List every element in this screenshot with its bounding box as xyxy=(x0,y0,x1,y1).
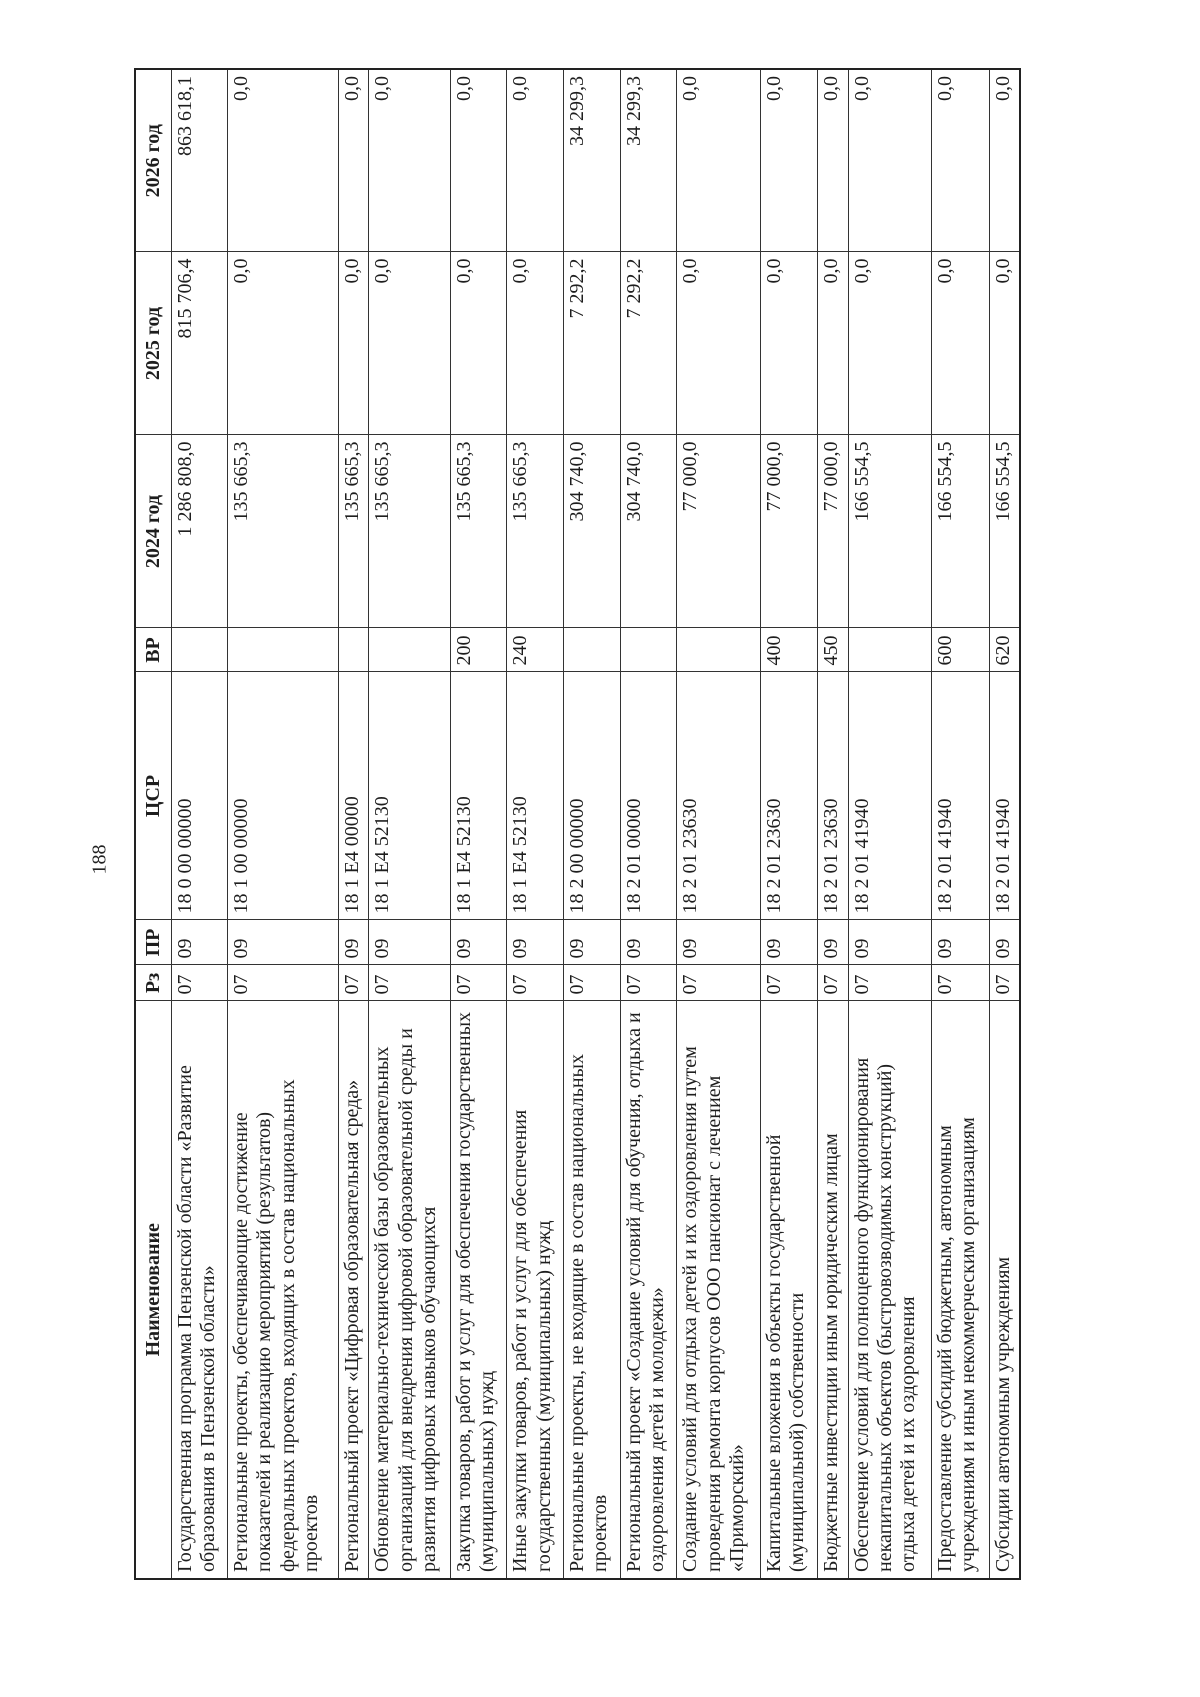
column-header-rz: Рз xyxy=(135,965,171,1001)
row-csr: 18 2 01 00000 xyxy=(620,672,677,920)
row-vr xyxy=(620,628,677,672)
row-rz: 07 xyxy=(620,965,677,1001)
row-csr: 18 2 01 41940 xyxy=(931,672,989,920)
row-pr: 09 xyxy=(931,920,989,965)
row-rz: 07 xyxy=(760,965,818,1001)
row-rz: 07 xyxy=(677,965,760,1001)
row-vr xyxy=(564,628,621,672)
row-pr: 09 xyxy=(760,920,818,965)
row-2026: 34 299,3 xyxy=(620,69,677,252)
row-2026: 0,0 xyxy=(931,69,989,252)
row-csr: 18 2 01 41940 xyxy=(989,672,1020,920)
row-rz: 07 xyxy=(369,965,450,1001)
row-pr: 09 xyxy=(848,920,931,965)
budget-table xyxy=(134,68,1021,1580)
table-header-row xyxy=(135,69,171,1579)
row-2025: 0,0 xyxy=(989,252,1020,435)
column-header-name: Наименование xyxy=(135,1001,171,1579)
row-2024: 1 286 808,0 xyxy=(171,435,228,628)
row-name: Обеспечение условий для полноценного функционирования некапитальных объектов (быстровозводимых конструкций) отдыха детей и их оздоровления xyxy=(848,1001,931,1579)
table-row xyxy=(677,69,760,1579)
row-2026: 0,0 xyxy=(989,69,1020,252)
row-pr: 09 xyxy=(507,920,564,965)
table-row xyxy=(931,69,989,1579)
row-name: Государственная программа Пензенской области «Развитие образования в Пензенской области» xyxy=(171,1001,228,1579)
table-row xyxy=(989,69,1020,1579)
row-name: Иные закупки товаров, работ и услуг для обеспечения государственных (муниципальных) нужд xyxy=(507,1001,564,1579)
row-name: Обновление материально-технической базы образовательных организаций для внедрения цифровой образовательной среды и развития цифровых навыков обучающихся xyxy=(369,1001,450,1579)
row-2026: 0,0 xyxy=(760,69,818,252)
row-2024: 166 554,5 xyxy=(931,435,989,628)
row-2025: 0,0 xyxy=(818,252,848,435)
row-2025: 0,0 xyxy=(760,252,818,435)
row-csr: 18 1 Е4 52130 xyxy=(507,672,564,920)
table-row xyxy=(507,69,564,1579)
row-csr: 18 2 00 00000 xyxy=(564,672,621,920)
row-pr: 09 xyxy=(989,920,1020,965)
table-row xyxy=(620,69,677,1579)
row-csr: 18 2 01 41940 xyxy=(848,672,931,920)
row-vr xyxy=(228,628,339,672)
row-rz: 07 xyxy=(450,965,507,1001)
row-2026: 0,0 xyxy=(369,69,450,252)
row-2024: 135 665,3 xyxy=(369,435,450,628)
column-header-csr: ЦСР xyxy=(135,672,171,920)
row-csr: 18 2 01 23630 xyxy=(818,672,848,920)
row-csr: 18 1 Е4 00000 xyxy=(339,672,369,920)
row-2026: 0,0 xyxy=(450,69,507,252)
row-vr: 400 xyxy=(760,628,818,672)
table-row xyxy=(450,69,507,1579)
row-rz: 07 xyxy=(228,965,339,1001)
table-row xyxy=(228,69,339,1579)
row-2026: 0,0 xyxy=(507,69,564,252)
row-2025: 0,0 xyxy=(228,252,339,435)
row-vr xyxy=(677,628,760,672)
row-name: Региональные проекты, обеспечивающие достижение показателей и реализацию мероприятий (результатов) федеральных проектов, входящих в состав национальных проектов xyxy=(228,1001,339,1579)
row-2026: 0,0 xyxy=(818,69,848,252)
row-2024: 135 665,3 xyxy=(339,435,369,628)
row-2024: 166 554,5 xyxy=(848,435,931,628)
row-2025: 0,0 xyxy=(848,252,931,435)
row-rz: 07 xyxy=(339,965,369,1001)
row-csr: 18 1 Е4 52130 xyxy=(450,672,507,920)
row-pr: 09 xyxy=(677,920,760,965)
table-row xyxy=(339,69,369,1579)
row-2024: 135 665,3 xyxy=(228,435,339,628)
row-vr: 600 xyxy=(931,628,989,672)
table-row xyxy=(848,69,931,1579)
row-rz: 07 xyxy=(507,965,564,1001)
row-csr: 18 0 00 00000 xyxy=(171,672,228,920)
row-pr: 09 xyxy=(228,920,339,965)
row-name: Капитальные вложения в объекты государственной (муниципальной) собственности xyxy=(760,1001,818,1579)
row-2025: 0,0 xyxy=(450,252,507,435)
row-pr: 09 xyxy=(339,920,369,965)
row-2024: 77 000,0 xyxy=(760,435,818,628)
row-2024: 135 665,3 xyxy=(507,435,564,628)
row-2024: 77 000,0 xyxy=(677,435,760,628)
table-row xyxy=(760,69,818,1579)
row-name: Предоставление субсидий бюджетным, автономным учреждениям и иным некоммерческим организациям xyxy=(931,1001,989,1579)
row-vr xyxy=(369,628,450,672)
row-2025: 0,0 xyxy=(677,252,760,435)
table-row xyxy=(171,69,228,1579)
row-csr: 18 2 01 23630 xyxy=(677,672,760,920)
row-2024: 304 740,0 xyxy=(564,435,621,628)
row-pr: 09 xyxy=(620,920,677,965)
row-name: Региональные проекты, не входящие в состав национальных проектов xyxy=(564,1001,621,1579)
row-pr: 09 xyxy=(171,920,228,965)
column-header-2025: 2025 год xyxy=(135,252,171,435)
row-rz: 07 xyxy=(931,965,989,1001)
row-2025: 0,0 xyxy=(339,252,369,435)
column-header-2024: 2024 год xyxy=(135,435,171,628)
column-header-2026: 2026 год xyxy=(135,69,171,252)
row-rz: 07 xyxy=(848,965,931,1001)
row-name: Закупка товаров, работ и услуг для обеспечения государственных (муниципальных) нужд xyxy=(450,1001,507,1579)
page-number: 188 xyxy=(88,844,111,875)
row-2026: 0,0 xyxy=(339,69,369,252)
row-2026: 0,0 xyxy=(228,69,339,252)
row-name: Региональный проект «Цифровая образовательная среда» xyxy=(339,1001,369,1579)
row-pr: 09 xyxy=(818,920,848,965)
row-pr: 09 xyxy=(450,920,507,965)
row-2025: 0,0 xyxy=(369,252,450,435)
row-rz: 07 xyxy=(171,965,228,1001)
row-name: Создание условий для отдыха детей и их оздоровления путем проведения ремонта корпусов ООО пансионат с лечением «Приморский» xyxy=(677,1001,760,1579)
row-2026: 34 299,3 xyxy=(564,69,621,252)
row-2024: 135 665,3 xyxy=(450,435,507,628)
row-2024: 77 000,0 xyxy=(818,435,848,628)
row-vr: 240 xyxy=(507,628,564,672)
row-name: Субсидии автономным учреждениям xyxy=(989,1001,1020,1579)
row-rz: 07 xyxy=(989,965,1020,1001)
row-name: Региональный проект «Создание условий для обучения, отдыха и оздоровления детей и молодежи» xyxy=(620,1001,677,1579)
table-row xyxy=(564,69,621,1579)
table-row xyxy=(369,69,450,1579)
rotated-table-wrapper xyxy=(134,70,1021,1580)
row-vr: 620 xyxy=(989,628,1020,672)
row-2025: 0,0 xyxy=(931,252,989,435)
row-2024: 166 554,5 xyxy=(989,435,1020,628)
column-header-pr: ПР xyxy=(135,920,171,965)
row-2025: 0,0 xyxy=(507,252,564,435)
row-2025: 7 292,2 xyxy=(620,252,677,435)
column-header-vr: ВР xyxy=(135,628,171,672)
row-name: Бюджетные инвестиции иным юридическим лицам xyxy=(818,1001,848,1579)
row-csr: 18 2 01 23630 xyxy=(760,672,818,920)
row-csr: 18 1 Е4 52130 xyxy=(369,672,450,920)
row-2025: 815 706,4 xyxy=(171,252,228,435)
row-2026: 0,0 xyxy=(848,69,931,252)
row-vr xyxy=(339,628,369,672)
row-2026: 0,0 xyxy=(677,69,760,252)
row-vr xyxy=(171,628,228,672)
row-vr: 450 xyxy=(818,628,848,672)
row-2025: 7 292,2 xyxy=(564,252,621,435)
row-csr: 18 1 00 00000 xyxy=(228,672,339,920)
row-vr xyxy=(848,628,931,672)
row-2026: 863 618,1 xyxy=(171,69,228,252)
row-rz: 07 xyxy=(818,965,848,1001)
row-2024: 304 740,0 xyxy=(620,435,677,628)
row-rz: 07 xyxy=(564,965,621,1001)
row-pr: 09 xyxy=(369,920,450,965)
table-row xyxy=(818,69,848,1579)
row-pr: 09 xyxy=(564,920,621,965)
row-vr: 200 xyxy=(450,628,507,672)
